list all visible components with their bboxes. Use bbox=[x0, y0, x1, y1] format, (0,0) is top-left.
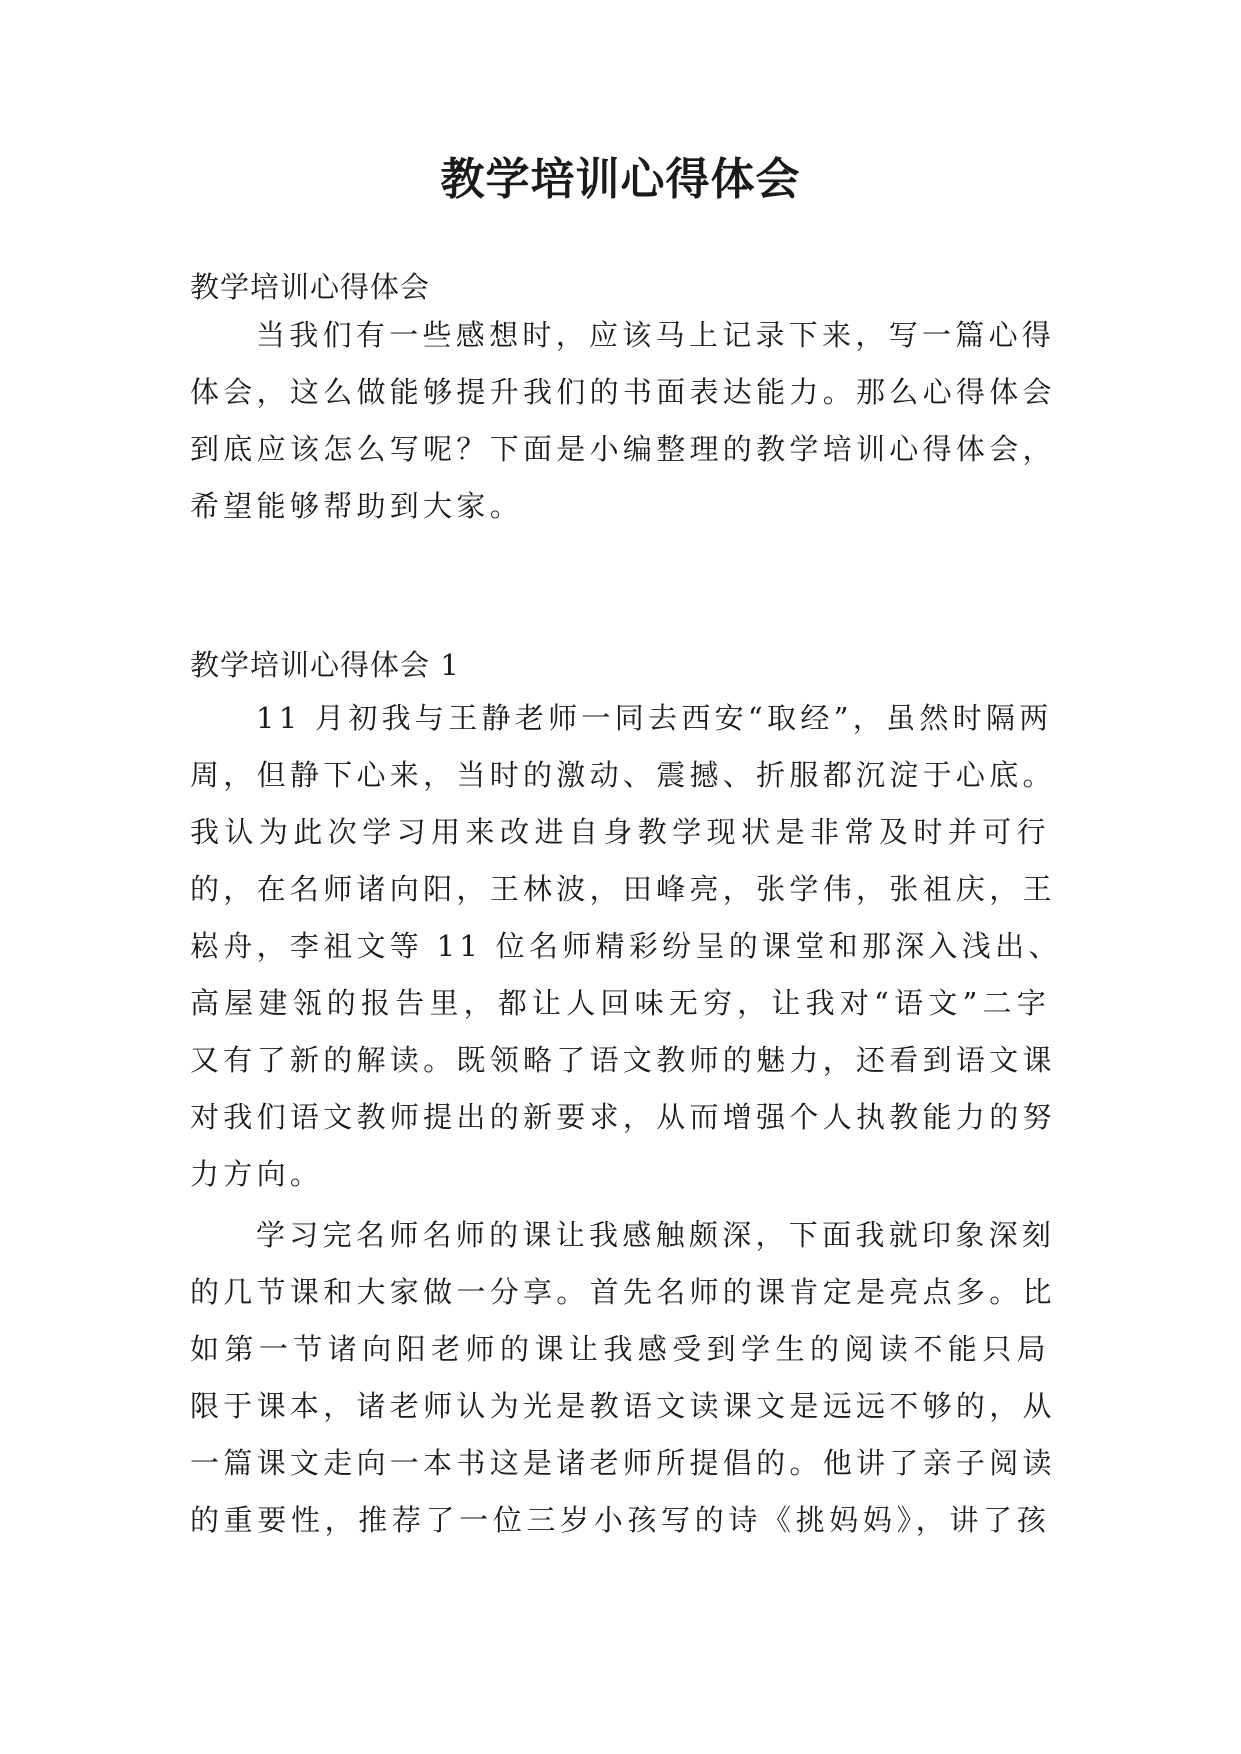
section1-heading: 教学培训心得体会 1 bbox=[190, 648, 460, 682]
intro-paragraph bbox=[190, 307, 1056, 535]
paragraph-line: 限于课本，诸老师认为光是教语文读课文是远远不够的，从 bbox=[190, 1389, 1056, 1423]
document-title: 教学培训心得体会 bbox=[440, 154, 801, 205]
paragraph-line: 力方向。 bbox=[190, 1157, 324, 1191]
paragraph-line: 当我们有一些感想时，应该马上记录下来，写一篇心得 bbox=[256, 318, 1056, 352]
paragraph-line: 周，但静下心来，当时的激动、震撼、折服都沉淀于心底。 bbox=[190, 758, 1056, 792]
intro-heading: 教学培训心得体会 bbox=[190, 270, 431, 304]
paragraph-line: 11 月初我与王静老师一同去西安“取经”，虽然时隔两 bbox=[256, 701, 1053, 735]
paragraph-line: 体会，这么做能够提升我们的书面表达能力。那么心得体会 bbox=[190, 375, 1056, 409]
paragraph-line: 崧舟，李祖文等 11 位名师精彩纷呈的课堂和那深入浅出、 bbox=[190, 929, 1062, 963]
paragraph-line: 我认为此次学习用来改进自身教学现状是非常及时并可行 bbox=[190, 815, 1050, 849]
paragraph-line: 的，在名师诸向阳，王林波，田峰亮，张学伟，张祖庆，王 bbox=[190, 872, 1056, 906]
paragraph-line: 对我们语文教师提出的新要求，从而增强个人执教能力的努 bbox=[190, 1100, 1056, 1134]
paragraph-line: 的重要性，推荐了一位三岁小孩写的诗《挑妈妈》，讲了孩 bbox=[190, 1503, 1050, 1537]
paragraph-line: 希望能够帮助到大家。 bbox=[190, 489, 524, 523]
paragraph-line: 如第一节诸向阳老师的课让我感受到学生的阅读不能只局 bbox=[190, 1332, 1050, 1366]
paragraph-line: 高屋建瓴的报告里，都让人回味无穷，让我对“语文”二字 bbox=[190, 986, 1050, 1020]
paragraph-line: 又有了新的解读。既领略了语文教师的魅力，还看到语文课 bbox=[190, 1043, 1056, 1077]
section1-paragraph-1 bbox=[190, 690, 1062, 1203]
paragraph-line: 学习完名师名师的课让我感触颇深，下面我就印象深刻 bbox=[256, 1218, 1056, 1252]
paragraph-line: 的几节课和大家做一分享。首先名师的课肯定是亮点多。比 bbox=[190, 1275, 1056, 1309]
paragraph-line: 到底应该怎么写呢？下面是小编整理的教学培训心得体会， bbox=[190, 432, 1056, 466]
section1-paragraph-2 bbox=[190, 1207, 1056, 1549]
paragraph-line: 一篇课文走向一本书这是诸老师所提倡的。他讲了亲子阅读 bbox=[190, 1446, 1056, 1480]
